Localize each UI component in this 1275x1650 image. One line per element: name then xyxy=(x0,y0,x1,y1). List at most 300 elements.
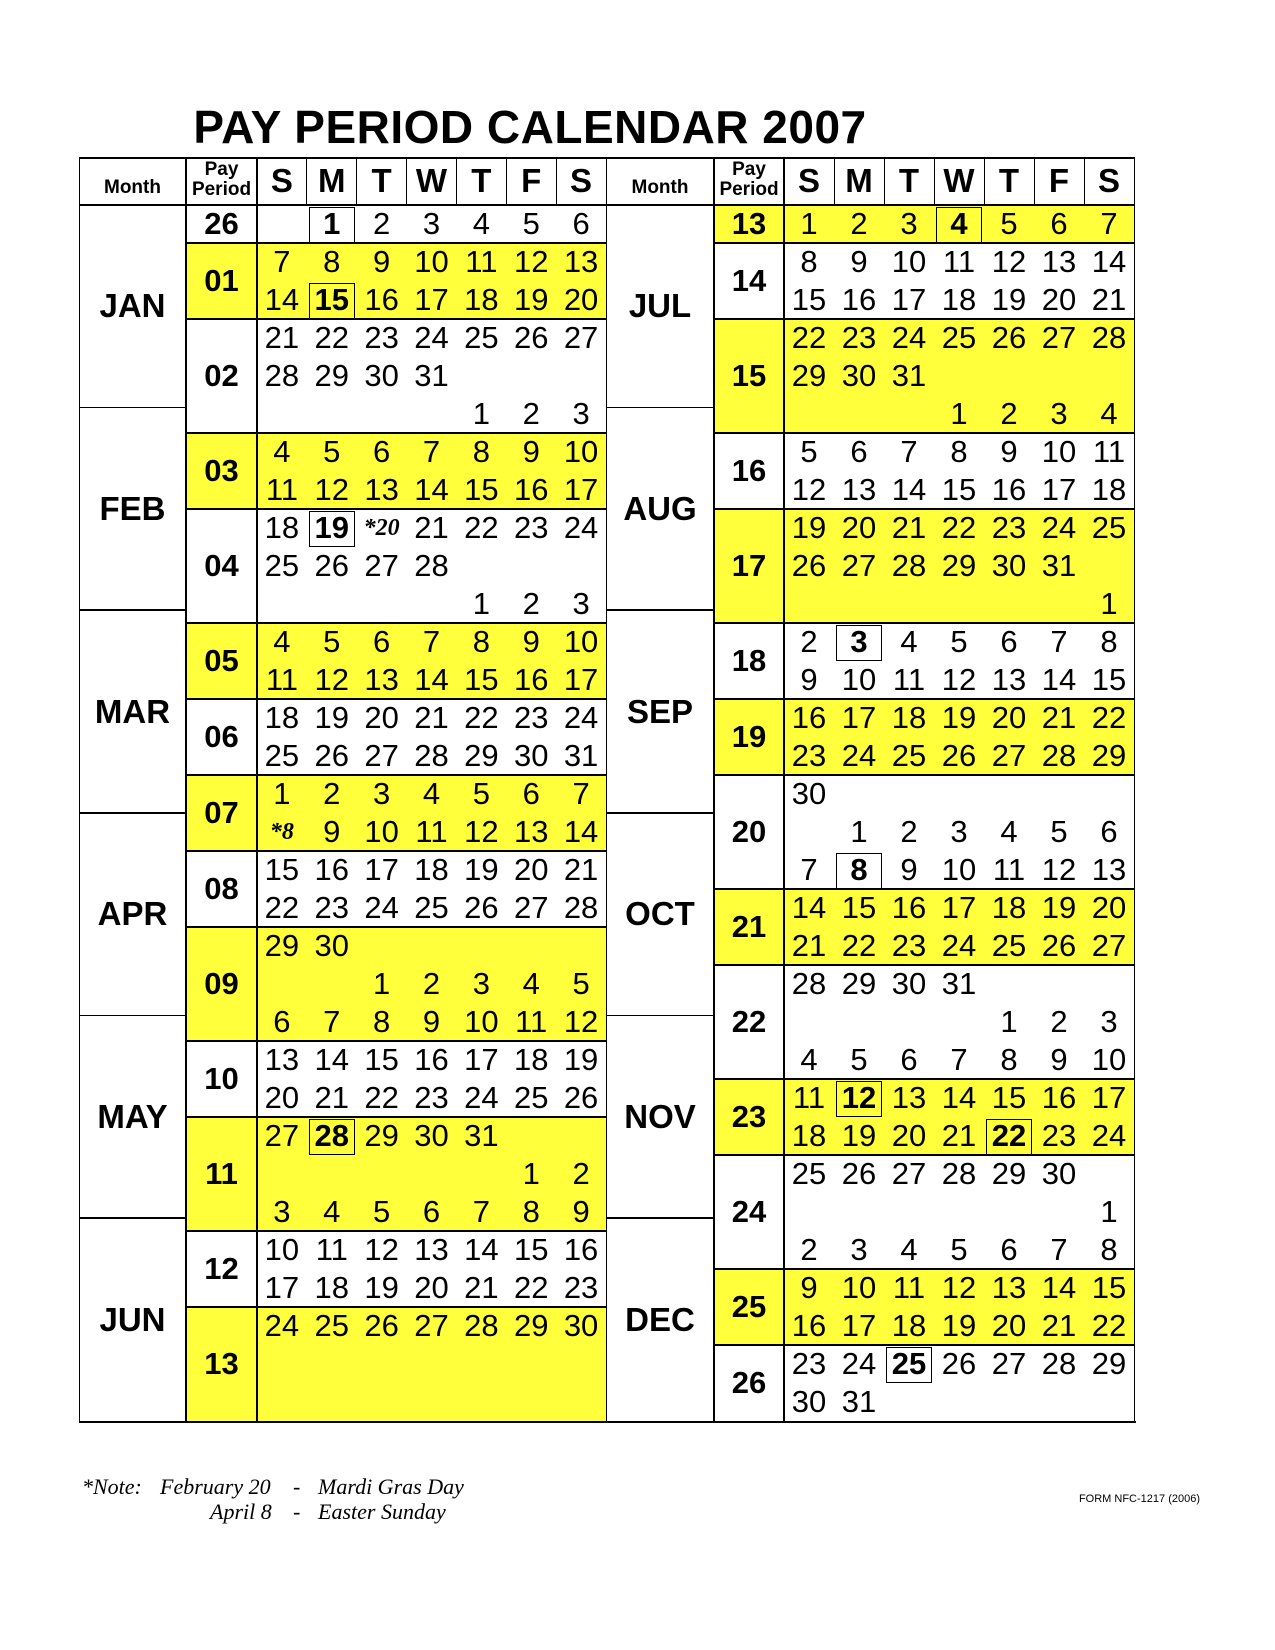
calendar-day: 7 xyxy=(422,624,441,659)
calendar-day: 27 xyxy=(991,1346,1027,1381)
calendar-day: 14 xyxy=(1041,662,1077,697)
weekday-divider xyxy=(984,157,985,205)
calendar-day: 1 xyxy=(472,396,490,431)
weekday-header: W xyxy=(943,162,975,199)
calendar-day: 21 xyxy=(563,852,599,887)
calendar-day: 29 xyxy=(991,1156,1027,1191)
calendar-day: 22 xyxy=(1091,700,1127,735)
calendar-day: 12 xyxy=(314,472,350,507)
weekday-divider xyxy=(356,157,357,205)
calendar-day: 25 xyxy=(791,1156,827,1191)
calendar-day: 23 xyxy=(991,510,1027,545)
calendar-day: 6 xyxy=(1000,1232,1018,1267)
calendar-day: 4 xyxy=(522,966,540,1001)
calendar-day: 19 xyxy=(841,1118,877,1153)
calendar-day: 27 xyxy=(264,1118,300,1153)
calendar-day: 21 xyxy=(1041,700,1077,735)
calendar-day: 7 xyxy=(900,434,918,469)
calendar-day: 1 xyxy=(522,1156,540,1191)
calendar-day: 9 xyxy=(900,852,918,887)
month-label: JUL xyxy=(628,287,692,325)
calendar-day: 20 xyxy=(563,282,599,317)
calendar-day: 13 xyxy=(364,472,399,507)
month-label: JUN xyxy=(99,1300,166,1338)
calendar-day: 23 xyxy=(891,928,927,963)
week-row-highlight xyxy=(784,585,1134,623)
calendar-day: 13 xyxy=(1041,244,1077,279)
calendar-day: 2 xyxy=(800,1232,818,1267)
calendar-day: 28 xyxy=(1091,320,1127,355)
calendar-day: 5 xyxy=(1000,206,1018,241)
note-dash-1: - xyxy=(293,1474,301,1499)
calendar-day: 9 xyxy=(800,662,818,697)
calendar-day: 12 xyxy=(464,814,499,849)
calendar-day: 30 xyxy=(991,548,1027,583)
calendar-day: 8 xyxy=(373,1004,391,1039)
pay-period-number: 18 xyxy=(731,643,767,678)
calendar-day: 6 xyxy=(373,434,391,469)
calendar-day: 31 xyxy=(941,966,977,1001)
calendar-day: 15 xyxy=(464,662,499,697)
pay-period-number: 15 xyxy=(731,358,767,393)
calendar-day: 11 xyxy=(892,662,926,697)
calendar-day: 17 xyxy=(941,890,977,925)
calendar-day: 14 xyxy=(791,890,827,925)
calendar-day: 6 xyxy=(422,1194,441,1229)
calendar-day: 8 xyxy=(323,244,341,279)
month-label: DEC xyxy=(625,1300,695,1338)
calendar-day: 20 xyxy=(1091,890,1127,925)
calendar-day: 14 xyxy=(563,814,599,849)
holiday-box xyxy=(886,1347,932,1383)
calendar-day: 8 xyxy=(1100,1232,1118,1267)
calendar-day: 11 xyxy=(415,814,448,849)
calendar-day: 25 xyxy=(891,1346,927,1381)
calendar-day: 2 xyxy=(522,396,540,431)
pay-period-number: 03 xyxy=(204,453,239,488)
calendar-day: 16 xyxy=(513,472,549,507)
calendar-day: 19 xyxy=(991,282,1027,317)
calendar-day: 13 xyxy=(563,244,599,279)
month-divider xyxy=(79,1015,186,1017)
calendar-day: 29 xyxy=(1091,1346,1127,1381)
calendar-day: 2 xyxy=(900,814,918,849)
calendar-day: 11 xyxy=(992,852,1026,887)
calendar-day: 10 xyxy=(264,1232,300,1267)
calendar-day: 24 xyxy=(941,928,977,963)
calendar-day: 18 xyxy=(791,1118,827,1153)
calendar-day: 7 xyxy=(1050,1232,1068,1267)
calendar-day: 30 xyxy=(414,1118,449,1153)
calendar-day: 28 xyxy=(1041,738,1077,773)
calendar-day: 25 xyxy=(264,548,300,583)
month-divider xyxy=(606,609,714,611)
calendar-day: 6 xyxy=(1100,814,1118,849)
calendar-day: 5 xyxy=(800,434,818,469)
month-divider xyxy=(606,1015,714,1017)
form-code: FORM NFC-1217 (2006) xyxy=(1078,1493,1200,1505)
calendar-day: 25 xyxy=(464,320,499,355)
calendar-day: 28 xyxy=(891,548,927,583)
calendar-day: 10 xyxy=(841,662,877,697)
calendar-day: 24 xyxy=(563,700,599,735)
calendar-day: 6 xyxy=(572,206,590,241)
calendar-day: 26 xyxy=(791,548,827,583)
calendar-day: 16 xyxy=(364,282,399,317)
calendar-day: 10 xyxy=(414,244,449,279)
calendar-day: 16 xyxy=(1041,1080,1077,1115)
calendar-day: 13 xyxy=(414,1232,449,1267)
calendar-day: 25 xyxy=(891,738,927,773)
calendar-day: 1 xyxy=(373,966,391,1001)
weekday-divider xyxy=(834,157,835,205)
column-line xyxy=(185,157,187,1421)
calendar-day: 12 xyxy=(991,244,1027,279)
calendar-day: 27 xyxy=(414,1308,449,1343)
pay-period-number: 26 xyxy=(731,1365,767,1400)
calendar-day: 4 xyxy=(1000,814,1018,849)
calendar-day: 22 xyxy=(264,890,300,925)
calendar-day: 30 xyxy=(841,358,877,393)
calendar-day: 9 xyxy=(850,244,868,279)
calendar-day: 23 xyxy=(364,320,399,355)
calendar-day: 1 xyxy=(950,396,968,431)
calendar-day: 26 xyxy=(464,890,499,925)
calendar-day: 19 xyxy=(941,1308,977,1343)
calendar-day: 1 xyxy=(273,776,291,811)
calendar-day: 29 xyxy=(314,358,350,393)
calendar-day: 14 xyxy=(891,472,927,507)
month-label: AUG xyxy=(623,489,697,527)
calendar-day: 29 xyxy=(941,548,977,583)
pay-period-number: 01 xyxy=(204,263,239,298)
calendar-day: 8 xyxy=(522,1194,540,1229)
calendar-day: 18 xyxy=(314,1270,350,1305)
calendar-day: 27 xyxy=(513,890,549,925)
calendar-day: 28 xyxy=(464,1308,499,1343)
calendar-day: 22 xyxy=(464,700,499,735)
calendar-day: 3 xyxy=(1100,1004,1118,1039)
calendar-day: 20 xyxy=(264,1080,300,1115)
calendar-day: 8 xyxy=(472,624,490,659)
calendar-day: 9 xyxy=(323,814,341,849)
pay-header-line2: Period xyxy=(191,179,252,200)
calendar-day: 2 xyxy=(1050,1004,1068,1039)
calendar-day: 15 xyxy=(314,282,350,317)
pay-period-number: 12 xyxy=(204,1251,239,1286)
calendar-day: 5 xyxy=(373,1194,391,1229)
calendar-day: *8 xyxy=(269,819,294,845)
calendar-day: 12 xyxy=(791,472,827,507)
weekday-divider xyxy=(1084,157,1085,205)
calendar-day: 14 xyxy=(414,472,449,507)
calendar-day: 18 xyxy=(891,700,927,735)
calendar-day: 16 xyxy=(791,700,827,735)
calendar-day: 2 xyxy=(373,206,391,241)
pay-period-number: 22 xyxy=(731,1004,767,1039)
table-left-border xyxy=(79,157,81,1423)
calendar-day: 17 xyxy=(264,1270,300,1305)
pay-period-number: 14 xyxy=(731,263,767,298)
calendar-day: 19 xyxy=(791,510,827,545)
column-line xyxy=(713,157,715,1421)
calendar-day: 24 xyxy=(891,320,927,355)
calendar-day: 7 xyxy=(572,776,590,811)
calendar-day: 16 xyxy=(314,852,350,887)
calendar-day: 23 xyxy=(563,1270,599,1305)
calendar-day: 14 xyxy=(1041,1270,1077,1305)
calendar-day: 30 xyxy=(513,738,549,773)
calendar-day: 20 xyxy=(414,1270,449,1305)
calendar-day: 30 xyxy=(791,1384,827,1419)
pay-period-number: 23 xyxy=(731,1099,767,1134)
calendar-day: 14 xyxy=(464,1232,499,1267)
calendar-day: 9 xyxy=(522,624,540,659)
calendar-day: 23 xyxy=(414,1080,449,1115)
week-row-highlight xyxy=(257,1345,606,1383)
calendar-day: 21 xyxy=(414,700,449,735)
calendar-day: 20 xyxy=(991,1308,1027,1343)
weekday-header: S xyxy=(797,162,820,199)
calendar-day: 31 xyxy=(464,1118,499,1153)
calendar-day: 15 xyxy=(841,890,877,925)
calendar-day: 2 xyxy=(422,966,441,1001)
calendar-day: 24 xyxy=(563,510,599,545)
calendar-day: 14 xyxy=(941,1080,977,1115)
holiday-box xyxy=(309,207,355,243)
column-line xyxy=(256,157,258,1421)
calendar-day: 9 xyxy=(572,1194,590,1229)
calendar-day: 15 xyxy=(1091,1270,1127,1305)
calendar-day: 11 xyxy=(465,244,498,279)
calendar-day: 24 xyxy=(841,738,877,773)
calendar-day: 21 xyxy=(941,1118,977,1153)
month-label: SEP xyxy=(626,692,694,730)
calendar-day: 22 xyxy=(791,320,827,355)
calendar-day: 18 xyxy=(513,1042,549,1077)
calendar-day: 1 xyxy=(800,206,818,241)
calendar-day: 5 xyxy=(572,966,590,1001)
month-divider xyxy=(606,812,714,814)
calendar-day: 29 xyxy=(1091,738,1127,773)
holiday-box xyxy=(309,511,355,547)
month-header: Month xyxy=(104,176,161,198)
calendar-day: 10 xyxy=(1041,434,1077,469)
calendar-day: 26 xyxy=(314,548,350,583)
calendar-day: 6 xyxy=(900,1042,918,1077)
calendar-day: 3 xyxy=(900,206,918,241)
column-line xyxy=(783,157,785,1421)
calendar-day: 4 xyxy=(1100,396,1118,431)
calendar-day: 20 xyxy=(991,700,1027,735)
calendar-day: 21 xyxy=(464,1270,499,1305)
weekday-divider xyxy=(934,157,935,205)
calendar-day: 27 xyxy=(364,548,399,583)
weekday-divider xyxy=(506,157,507,205)
weekday-header: T xyxy=(471,162,492,199)
calendar-day: 22 xyxy=(1091,1308,1127,1343)
calendar-day: 31 xyxy=(891,358,927,393)
calendar-day: 26 xyxy=(941,738,977,773)
calendar-day: 20 xyxy=(513,852,549,887)
calendar-day: 5 xyxy=(323,624,341,659)
calendar-day: 22 xyxy=(314,320,350,355)
calendar-day: 9 xyxy=(1000,434,1018,469)
calendar-day: 6 xyxy=(850,434,868,469)
pay-period-number: 13 xyxy=(204,1346,239,1381)
calendar-day: 11 xyxy=(315,1232,348,1267)
calendar-day: 22 xyxy=(464,510,499,545)
calendar-day: 12 xyxy=(941,1270,977,1305)
pay-period-number: 05 xyxy=(204,643,239,678)
pay-period-number: 24 xyxy=(731,1194,767,1229)
holiday-box xyxy=(836,853,882,889)
calendar-day: 11 xyxy=(265,662,299,697)
calendar-day: 15 xyxy=(364,1042,399,1077)
calendar-day: 14 xyxy=(1091,244,1127,279)
calendar-day: 29 xyxy=(364,1118,399,1153)
calendar-day: 16 xyxy=(513,662,549,697)
calendar-day: 6 xyxy=(522,776,540,811)
pay-period-number: 19 xyxy=(731,719,767,754)
month-divider xyxy=(79,609,186,611)
calendar-day: 3 xyxy=(472,966,490,1001)
calendar-day: 26 xyxy=(314,738,350,773)
calendar-day: 15 xyxy=(991,1080,1027,1115)
calendar-day: 21 xyxy=(314,1080,350,1115)
calendar-day: 9 xyxy=(373,244,391,279)
month-label: MAY xyxy=(97,1097,168,1135)
calendar-day: 6 xyxy=(1000,624,1018,659)
pay-period-number: 11 xyxy=(205,1156,238,1191)
calendar-day: 19 xyxy=(941,700,977,735)
calendar-day: 18 xyxy=(264,510,300,545)
calendar-day: 14 xyxy=(264,282,300,317)
calendar-day: 25 xyxy=(513,1080,549,1115)
calendar-day: 5 xyxy=(1050,814,1068,849)
calendar-day: 1 xyxy=(323,206,341,241)
calendar-day: 3 xyxy=(422,206,441,241)
calendar-day: 23 xyxy=(513,700,549,735)
calendar-day: 7 xyxy=(472,1194,490,1229)
calendar-day: 28 xyxy=(563,890,599,925)
pay-period-number: 04 xyxy=(204,548,239,583)
calendar-day: 29 xyxy=(513,1308,549,1343)
calendar-day: 15 xyxy=(264,852,300,887)
calendar-day: 24 xyxy=(841,1346,877,1381)
calendar-day: 4 xyxy=(900,624,918,659)
calendar-day: 21 xyxy=(791,928,827,963)
calendar-day: 1 xyxy=(1100,586,1118,621)
calendar-day: 28 xyxy=(314,1118,350,1153)
calendar-day: 12 xyxy=(563,1004,599,1039)
calendar-day: 11 xyxy=(942,244,976,279)
holiday-box xyxy=(986,1119,1032,1155)
calendar-day: 21 xyxy=(891,510,927,545)
weekday-divider xyxy=(884,157,885,205)
calendar-day: 27 xyxy=(364,738,399,773)
month-label: FEB xyxy=(99,489,166,527)
calendar-day: 3 xyxy=(572,396,590,431)
week-row-highlight xyxy=(257,1383,606,1421)
calendar-day: 10 xyxy=(563,624,599,659)
calendar-day: 22 xyxy=(513,1270,549,1305)
calendar-day: 17 xyxy=(891,282,927,317)
weekday-divider xyxy=(556,157,557,205)
calendar-day: 4 xyxy=(950,206,968,241)
calendar-day: 4 xyxy=(323,1194,341,1229)
calendar-day: 23 xyxy=(1041,1118,1077,1153)
calendar-day: 10 xyxy=(1091,1042,1127,1077)
calendar-day: 3 xyxy=(373,776,391,811)
calendar-day: 29 xyxy=(841,966,877,1001)
calendar-day: 27 xyxy=(891,1156,927,1191)
calendar-day: 17 xyxy=(464,1042,499,1077)
calendar-day: 8 xyxy=(472,434,490,469)
calendar-day: 1 xyxy=(1000,1004,1018,1039)
calendar-day: 24 xyxy=(1041,510,1077,545)
table-bottom-border xyxy=(79,1421,1136,1423)
holiday-box xyxy=(309,1119,355,1155)
pay-period-number: 09 xyxy=(204,966,239,1001)
pay-header-line1: Pay xyxy=(204,159,239,180)
calendar-day: 25 xyxy=(941,320,977,355)
calendar-day: 2 xyxy=(522,586,540,621)
calendar-day: 13 xyxy=(991,1270,1027,1305)
month-divider xyxy=(79,1217,186,1219)
calendar-day: 11 xyxy=(265,472,299,507)
calendar-day: 28 xyxy=(1041,1346,1077,1381)
weekday-divider xyxy=(1034,157,1035,205)
calendar-day: 13 xyxy=(364,662,399,697)
calendar-day: 23 xyxy=(841,320,877,355)
calendar-day: 28 xyxy=(414,548,449,583)
month-divider xyxy=(606,1217,714,1219)
calendar-day: 13 xyxy=(891,1080,927,1115)
calendar-day: 27 xyxy=(991,738,1027,773)
weekday-header: F xyxy=(1048,162,1070,199)
calendar-day: 13 xyxy=(841,472,877,507)
calendar-day: 18 xyxy=(464,282,499,317)
calendar-day: 21 xyxy=(1041,1308,1077,1343)
calendar-day: 25 xyxy=(314,1308,350,1343)
calendar-day: 17 xyxy=(364,852,399,887)
calendar-day: 6 xyxy=(373,624,391,659)
calendar-day: 31 xyxy=(414,358,449,393)
calendar-day: 22 xyxy=(991,1118,1027,1153)
month-label: JAN xyxy=(99,287,166,325)
pay-period-number: 25 xyxy=(731,1289,767,1324)
calendar-day: 4 xyxy=(472,206,490,241)
calendar-day: 10 xyxy=(464,1004,499,1039)
pay-period-number: 17 xyxy=(731,548,767,583)
calendar-day: 16 xyxy=(841,282,877,317)
calendar-day: 20 xyxy=(364,700,399,735)
calendar-day: 5 xyxy=(950,1232,968,1267)
holiday-box xyxy=(836,1081,882,1117)
calendar-day: 1 xyxy=(850,814,868,849)
calendar-day: 17 xyxy=(563,662,599,697)
calendar-day: 27 xyxy=(1041,320,1077,355)
note-desc-1: Mardi Gras Day xyxy=(318,1474,464,1499)
calendar-day: 3 xyxy=(850,1232,868,1267)
month-label: NOV xyxy=(624,1097,696,1135)
weekday-header: M xyxy=(845,162,873,199)
note-desc-2: Easter Sunday xyxy=(318,1499,446,1524)
calendar-day: 8 xyxy=(1000,1042,1018,1077)
calendar-day: 25 xyxy=(991,928,1027,963)
calendar-day: 30 xyxy=(891,966,927,1001)
